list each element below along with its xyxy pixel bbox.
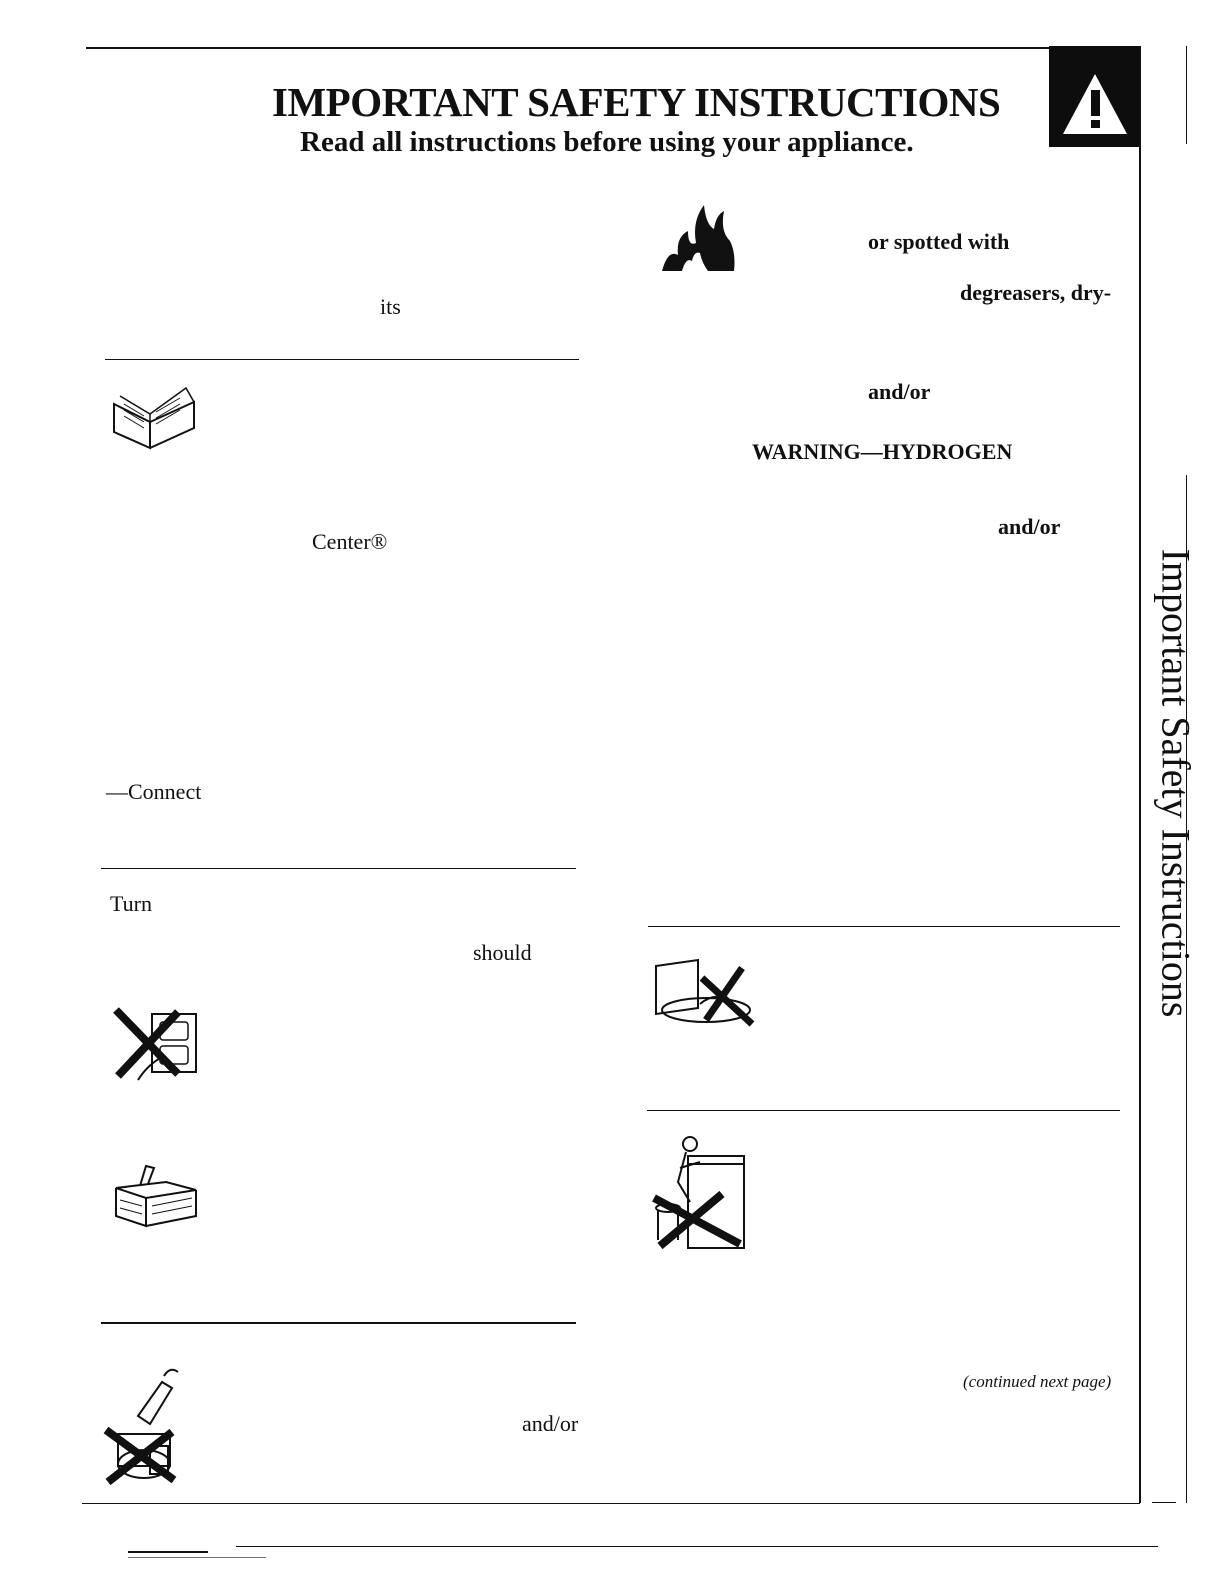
footer-rule-long — [236, 1546, 1158, 1547]
page-subtitle: Read all instructions before using your appliance. — [300, 126, 914, 158]
fragment-and-or-left: and/or — [522, 1411, 579, 1436]
fragment-degreasers-dry: degreasers, dry- — [960, 280, 1112, 305]
flame-icon — [658, 195, 740, 275]
fragment-connect: —Connect — [106, 779, 202, 804]
side-tab — [1148, 548, 1204, 1018]
continued-note: (continued next page) — [963, 1372, 1112, 1391]
side-tab-label: Important Safety Instructions — [1153, 548, 1199, 1018]
right-border-rule — [1139, 47, 1141, 1503]
fragment-and-or-right-1: and/or — [868, 379, 931, 404]
fragment-center: Center® — [312, 529, 388, 554]
manual-book-icon — [110, 382, 200, 452]
footer-rule-short — [128, 1551, 208, 1553]
no-reach-into-tub-icon — [648, 958, 760, 1028]
warning-triangle-icon — [1049, 46, 1141, 147]
fragment-should: should — [473, 940, 532, 965]
fragment-warning-hydrogen: WARNING—HYDROGEN — [752, 439, 1013, 464]
bottom-right-stub — [1152, 1502, 1176, 1503]
footer-underline-blue — [128, 1557, 266, 1558]
fragment-or-spotted-with: or spotted with — [868, 229, 1010, 254]
right-section-rule-2 — [647, 1110, 1120, 1111]
bottom-rule — [82, 1503, 1140, 1504]
toolbox-icon — [112, 1160, 204, 1230]
no-mix-bleach-icon — [100, 1360, 196, 1486]
page-title: IMPORTANT SAFETY INSTRUCTIONS — [272, 79, 1001, 125]
left-section-rule-3 — [101, 1322, 576, 1324]
left-section-rule-1 — [105, 359, 579, 360]
unplug-outlet-icon — [108, 1004, 200, 1096]
fragment-its: its — [380, 294, 401, 319]
fragment-and-or-right-2: and/or — [998, 514, 1061, 539]
far-right-tick-top — [1186, 46, 1187, 144]
left-section-rule-2 — [101, 868, 576, 869]
right-section-rule-1 — [648, 926, 1120, 927]
no-child-climbing-icon — [650, 1132, 748, 1250]
fragment-turn: Turn — [110, 891, 152, 916]
warning-badge — [1049, 46, 1141, 147]
top-rule — [86, 47, 1140, 49]
